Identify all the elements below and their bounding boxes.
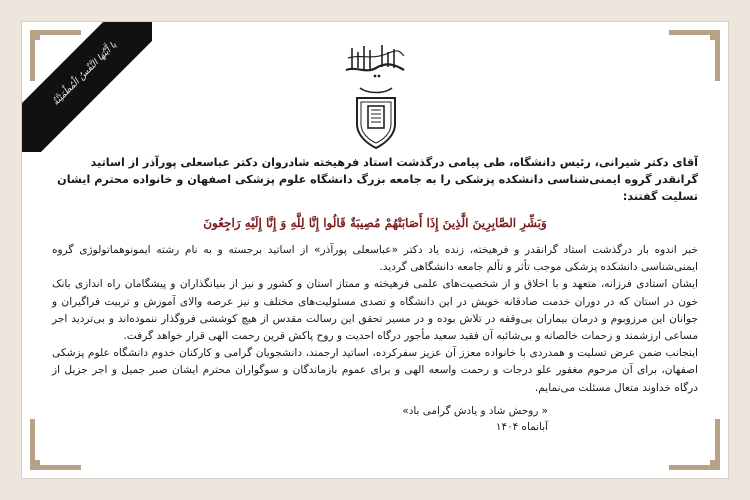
body-paragraph: ایشان استادی فرزانه، متعهد و با اخلاق و از شخصیت‌های علمی فرهیخته و ممتاز استان و کشور و نیز از بنیانگذاران و پیشگامان راه اندازی بانک خون در استان که در دوران خدمت صادقانه خویش در این دانشگاه و تصدی مسئولیت‌های مختلف و نیز عرصه والای آموزش و تربیت فراگیران و جوانان این مرزوبوم و درمان بیماران بی‌وقفه در تلاش بوده و در مسیر تحقق این رسالت مقدس از هیچ کوششی فروگذار ننموده‌اند و بی‌تردید اجر مساعی ارزشمند و زحمات خالصانه و بی‌شائبه آن فقید سعید مأجور درگاه احدیت و روح پاکش قرین رحمت الهی قرار خواهد گرفت. — [52, 278, 698, 343]
ribbon-calligraphy: یا أَیَّتُهَا النَّفْسُ الْمُطْمَئِنَّةُ — [51, 40, 119, 108]
condolence-card — [22, 22, 728, 478]
university-emblem-icon — [354, 84, 398, 150]
bismillah-calligraphy — [342, 40, 408, 80]
intro-paragraph: آقای دکتر شیرانی، رئیس دانشگاه، طی پیامی درگذشت استاد فرهیخته شادروان دکتر عباسعلی پورآذر از اساتید گرانقدر گروه ایمنی‌شناسی دانشکده پزشکی را به جامعه بزرگ دانشگاه علوم پزشکی اصفهان و خانواده محترم ایشان تسلیت گفتند: — [57, 156, 698, 203]
quran-verse: وَبَشِّرِ الصَّابِرِينَ الَّذِينَ إِذَا أَصَابَتْهُمْ مُصِيبَةٌ قَالُوا إِنَّا لِلَّهِ وَ إِنَّا إِلَيْهِ رَاجِعُونَ — [203, 216, 547, 230]
body-paragraph: اینجانب ضمن عرض تسلیت و همدردی با خانواده معزز آن عزیز سفرکرده، اساتید ارجمند، دانشجویان گرامی و کارکنان خدوم دانشگاه علوم پزشکی اصفهان، برای آن مرحوم مغفور علو درجات و رحمت واسعه الهی و برای عموم بازماندگان و سوگواران محترم ایشان صبر جمیل و اجر جزیل از درگاه خداوند متعال مسئلت می‌نمایم. — [52, 347, 698, 394]
signoff-phrase: « روحش شاد و یادش گرامی باد» — [402, 404, 548, 417]
signoff-date: آبانماه ۱۴۰۴ — [495, 420, 548, 433]
body-paragraph: خبر اندوه بار درگذشت استاد گرانقدر و فرهیخته، زنده یاد دکتر «عباسعلی پورآذر» از اساتید برجسته و به نام رشته ایمونوهماتولوژی گروه ایمنی‌شناسی دانشکده پزشکی موجب تأثر و تألم جامعه دانشگاهی گردید. — [52, 244, 698, 274]
signoff — [52, 403, 548, 435]
announcement-content — [52, 154, 698, 435]
header-art — [22, 40, 728, 152]
